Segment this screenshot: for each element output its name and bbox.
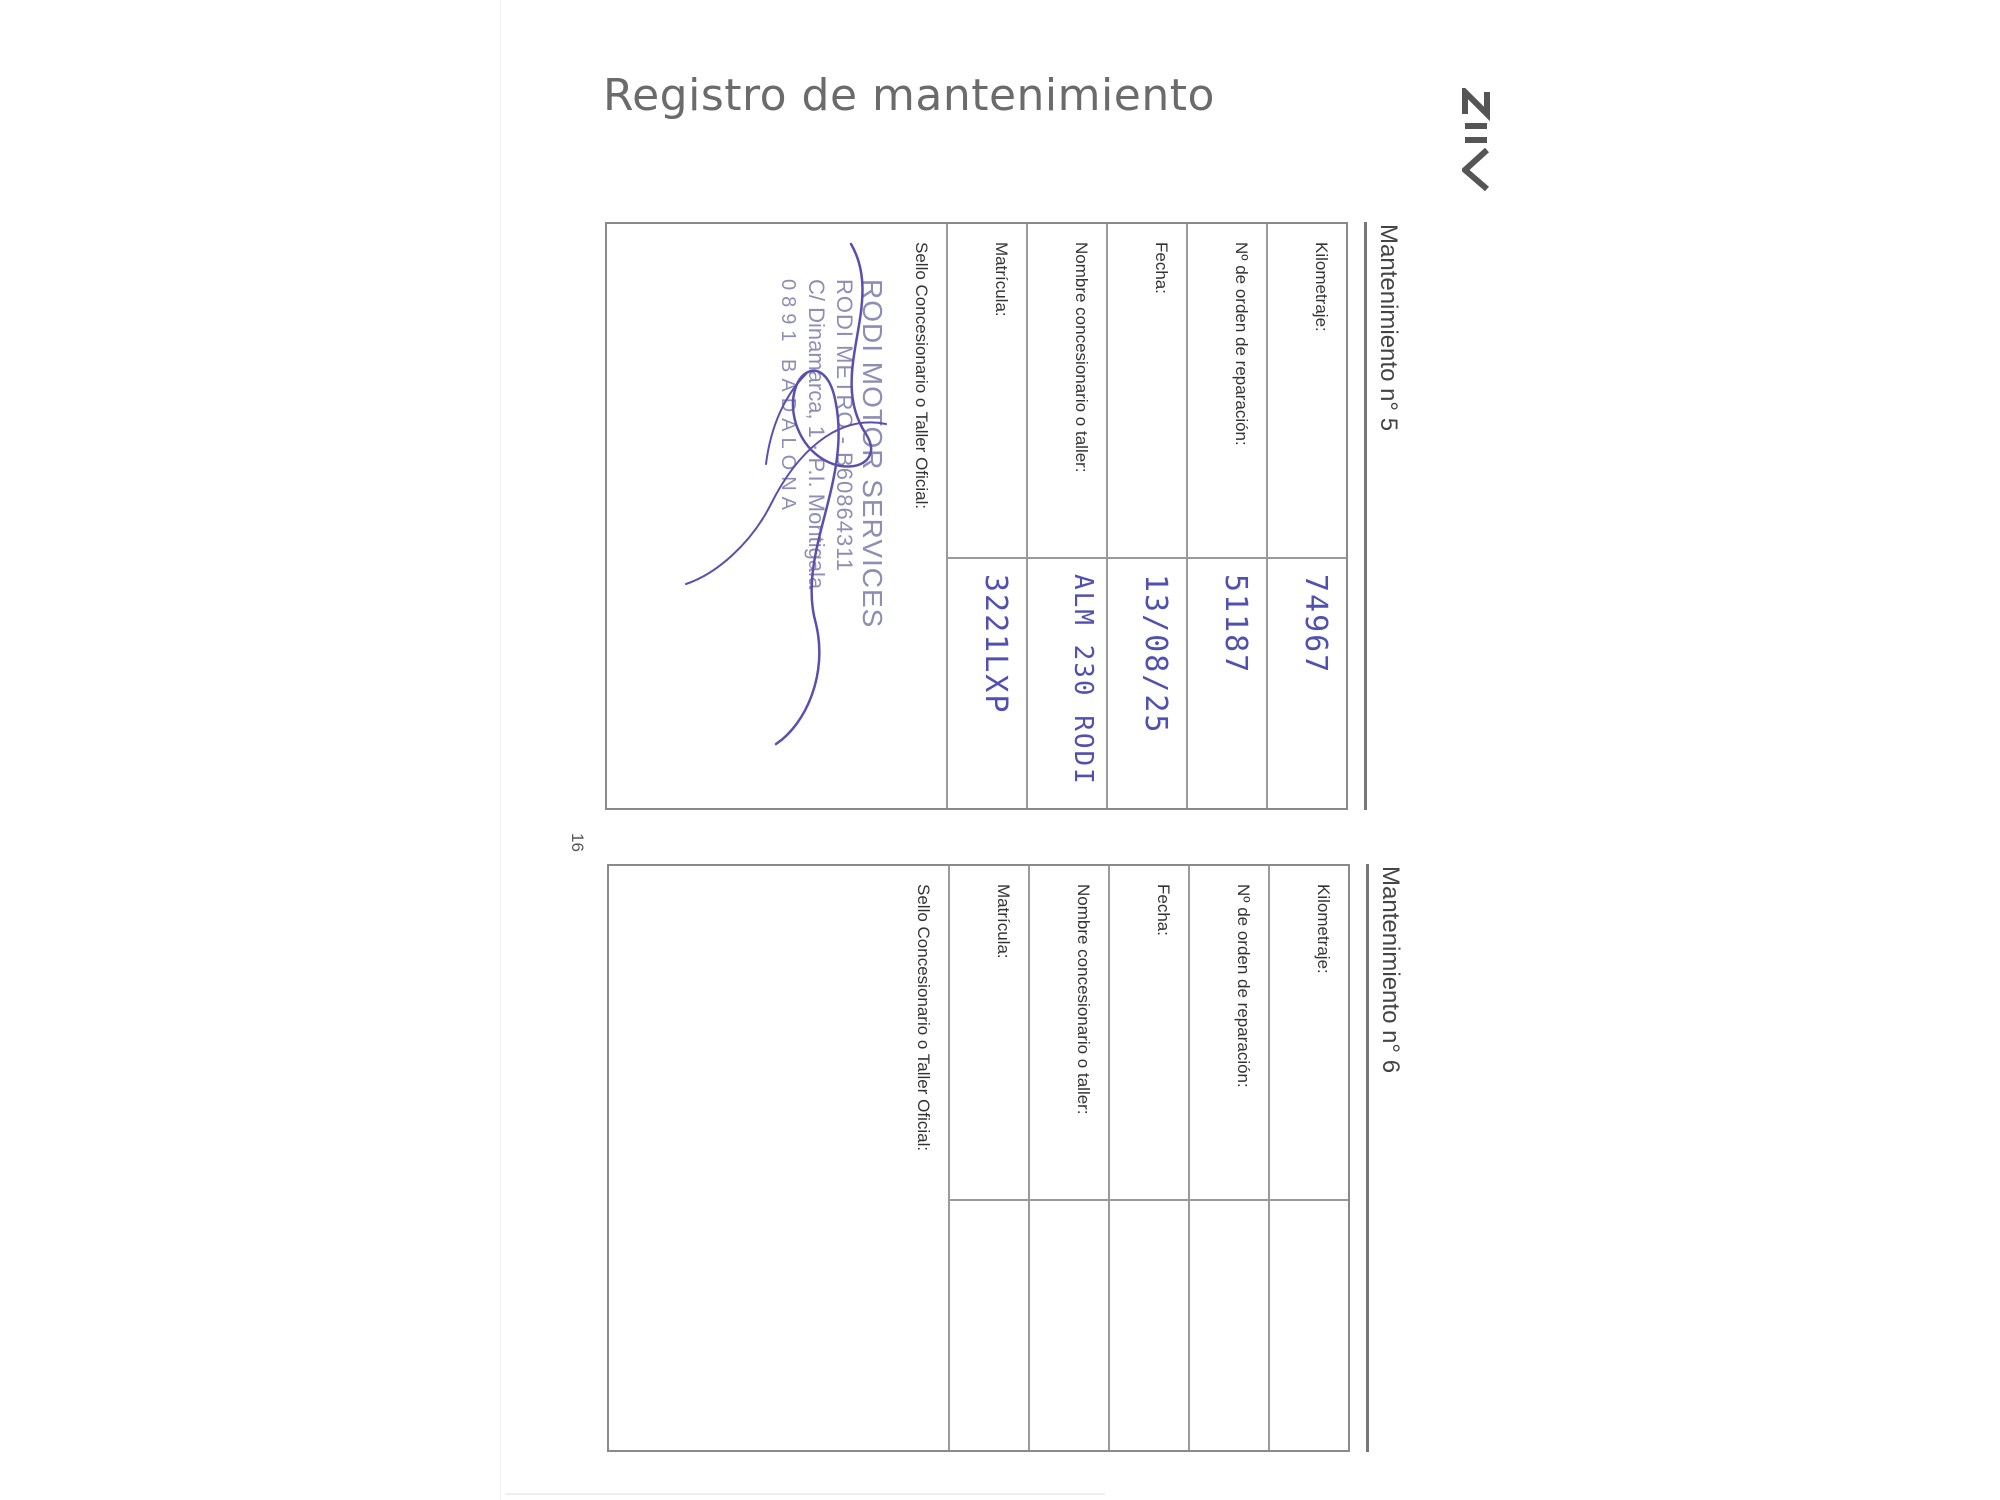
field-row-fecha — [1106, 224, 1186, 808]
field-label: Kilometraje: — [1314, 884, 1333, 974]
field-row-concesionario — [1028, 866, 1108, 1450]
handwritten-value: 3221LXP — [978, 574, 1013, 715]
page-title: Registro de mantenimiento — [603, 70, 1215, 121]
field-label: Kilometraje: — [1312, 242, 1331, 332]
field-row-orden-reparacion — [1186, 224, 1266, 808]
maintenance-record-5 — [605, 222, 1410, 810]
stamp-area-empty — [605, 866, 948, 1450]
field-row-kilometraje — [1268, 866, 1348, 1450]
handwritten-value: ALM 230 RODI — [1068, 574, 1098, 786]
maintenance-record-6 — [607, 864, 1412, 1452]
stamp-line: RODI MOTOR SERVICES — [857, 279, 888, 629]
stamp-line: RODI METRO - B60864311 — [832, 279, 857, 573]
field-row-orden-reparacion — [1188, 866, 1268, 1450]
record-heading: Mantenimiento n° 6 — [1366, 864, 1412, 1452]
field-row-fecha — [1108, 866, 1188, 1450]
field-row-concesionario — [1026, 224, 1106, 808]
stamp-label: Sello Concesionario o Taller Oficial: — [914, 884, 933, 1152]
handwritten-value: 13/08/25 — [1138, 574, 1173, 735]
signature — [603, 224, 946, 812]
field-label: Nombre concesionario o taller: — [1074, 884, 1093, 1115]
scan-bottom-edge — [505, 1493, 1105, 1495]
record-table — [607, 864, 1350, 1452]
record-table — [605, 222, 1348, 810]
field-label: Fecha: — [1154, 884, 1173, 936]
field-label: Nº de orden de reparación: — [1234, 884, 1253, 1088]
kia-logo — [1462, 88, 1490, 193]
field-row-matricula — [948, 866, 1028, 1450]
handwritten-value: 74967 — [1298, 574, 1333, 675]
field-label: Fecha: — [1152, 242, 1171, 294]
page-number: 16 — [568, 833, 587, 852]
field-label: Matrícula: — [994, 884, 1013, 959]
field-label: Nº de orden de reparación: — [1232, 242, 1251, 446]
stamp-label: Sello Concesionario o Taller Oficial: — [912, 242, 931, 510]
record-heading: Mantenimiento n° 5 — [1364, 222, 1410, 810]
stamp-line: 0891 BADALONA — [777, 279, 799, 516]
field-row-kilometraje — [1266, 224, 1346, 808]
stamp-area — [603, 224, 946, 808]
field-label: Nombre concesionario o taller: — [1072, 242, 1091, 473]
field-label: Matrícula: — [992, 242, 1011, 317]
stamp-line: C/ Dinamarca, 1 · P.I. Montigala — [804, 279, 829, 590]
field-row-matricula — [946, 224, 1026, 808]
scan-page-edge — [500, 0, 501, 1500]
handwritten-value: 51187 — [1218, 574, 1253, 675]
